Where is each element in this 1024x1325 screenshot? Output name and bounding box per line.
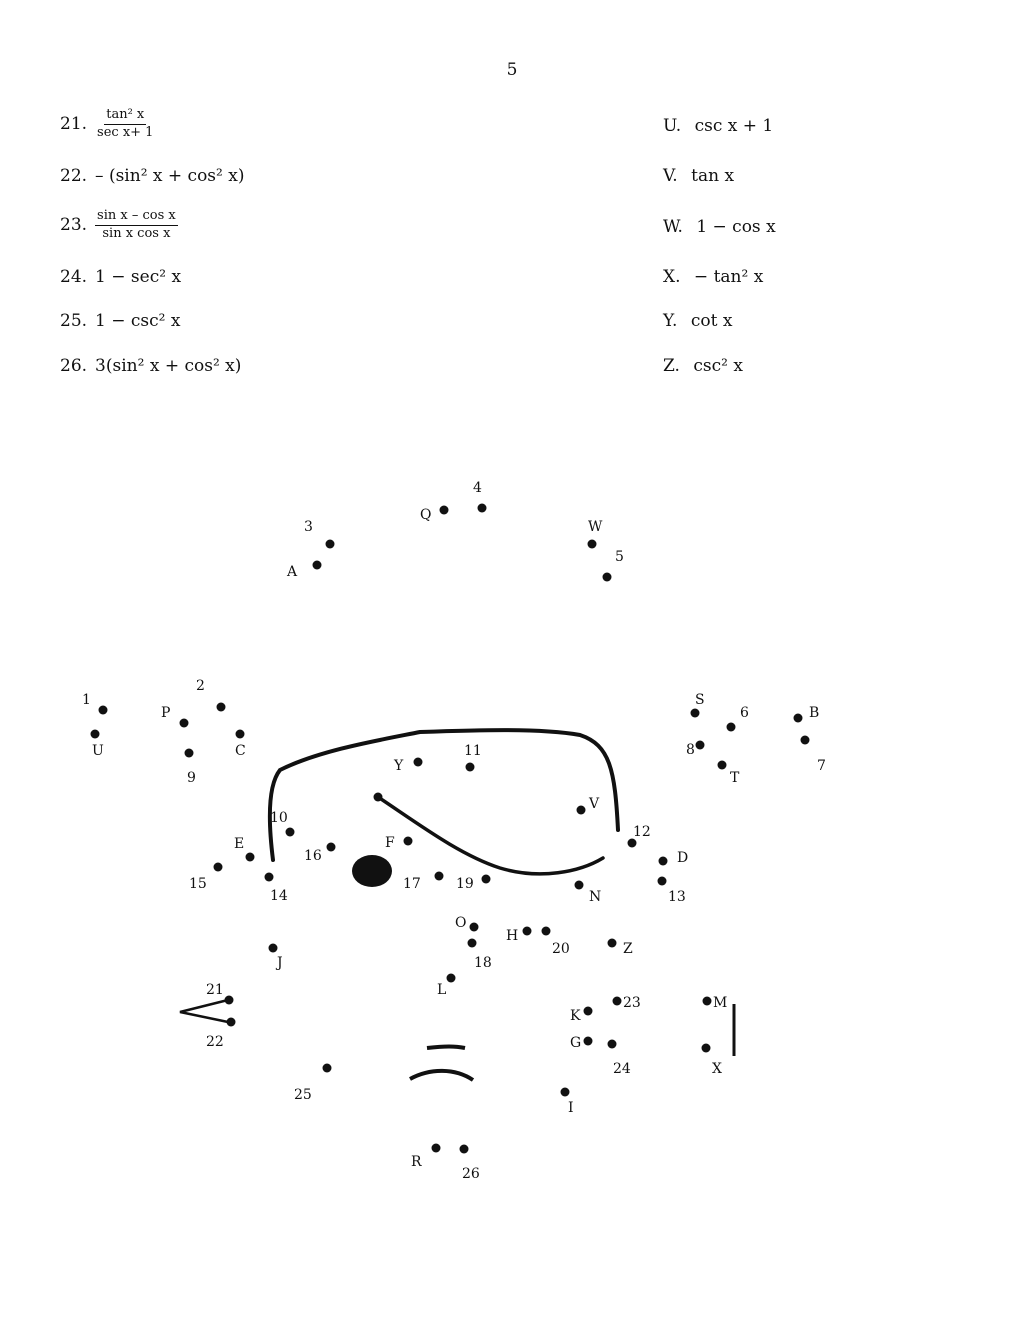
dot	[91, 730, 100, 739]
dot-label: 26	[462, 1166, 480, 1182]
answer-expression: csc x + 1	[694, 116, 774, 136]
answer-z	[663, 356, 743, 376]
dot-label: 11	[464, 743, 482, 759]
dot-label: F	[385, 835, 395, 851]
dot	[478, 504, 487, 513]
dot	[794, 714, 803, 723]
dot-to-dot-puzzle	[0, 440, 1024, 1220]
dot-label: 16	[304, 848, 322, 864]
denominator: sec x+ 1	[97, 124, 154, 140]
dot-label: S	[695, 692, 705, 708]
drawn-mouth-bottom	[410, 1071, 473, 1080]
page-number: 5	[506, 60, 518, 80]
dot	[696, 741, 705, 750]
dot	[217, 703, 226, 712]
dot-label: B	[809, 705, 820, 721]
dot-label: O	[455, 915, 467, 931]
dot	[542, 927, 551, 936]
dot-label: 9	[187, 770, 196, 786]
dot	[265, 873, 274, 882]
answer-expression: 1 − cos x	[696, 217, 776, 237]
dot-label: Q	[420, 507, 432, 523]
problem-23	[60, 209, 178, 242]
dot-label: 3	[304, 519, 313, 535]
dot	[608, 1040, 617, 1049]
dot	[440, 506, 449, 515]
problem-number: 21.	[60, 114, 88, 135]
dot-label: Z	[623, 941, 633, 957]
numerator: tan² x	[104, 108, 146, 125]
dot	[577, 806, 586, 815]
dot-label: 1	[82, 692, 91, 708]
dot-label: G	[570, 1035, 582, 1051]
dot-label: T	[730, 770, 740, 786]
drawn-beak	[180, 1000, 228, 1022]
dot	[286, 828, 295, 837]
dot	[801, 736, 810, 745]
dot	[227, 1018, 236, 1027]
dot-label: 8	[686, 742, 695, 758]
problem-26	[60, 356, 241, 376]
dot	[561, 1088, 570, 1097]
dot	[414, 758, 423, 767]
dot	[603, 573, 612, 582]
problem-number: 25.	[60, 311, 88, 331]
dot	[691, 709, 700, 718]
dot-label: D	[677, 850, 689, 866]
dot-label: 20	[552, 941, 570, 957]
problem-25	[60, 311, 181, 331]
dot	[185, 749, 194, 758]
problem-number: 23.	[60, 215, 88, 236]
dot-label: 6	[740, 705, 749, 721]
dot	[727, 723, 736, 732]
dot	[523, 927, 532, 936]
dot-label: E	[234, 836, 245, 852]
fraction	[95, 108, 155, 141]
dot	[99, 706, 108, 715]
dot-label: L	[437, 982, 447, 998]
dot	[718, 761, 727, 770]
dot-label: 15	[189, 876, 207, 892]
dot-label: 14	[270, 888, 288, 904]
dot	[214, 863, 223, 872]
answer-y	[663, 311, 732, 331]
dots	[91, 504, 810, 1154]
problem-expression: – (sin² x + cos² x)	[95, 166, 245, 186]
dot-label: 21	[206, 982, 224, 998]
dot-label: 19	[456, 876, 474, 892]
drawn-mouth-top	[427, 1047, 465, 1049]
dot-label: 10	[270, 810, 288, 826]
dot-label: J	[277, 955, 283, 971]
dot	[432, 1144, 441, 1153]
dot	[482, 875, 491, 884]
dot	[374, 793, 383, 802]
dot-label: 5	[615, 549, 624, 565]
dot-label: 22	[206, 1034, 224, 1050]
dot-label: W	[588, 519, 603, 535]
denominator: sin x cos x	[102, 225, 171, 241]
dot	[269, 944, 278, 953]
dot	[435, 872, 444, 881]
dot	[236, 730, 245, 739]
dot	[225, 996, 234, 1005]
drawn-curve	[378, 797, 603, 874]
dot-label: H	[506, 928, 519, 944]
dot-label: V	[589, 796, 600, 812]
dot-label: 13	[668, 889, 686, 905]
answer-expression: cot x	[690, 311, 733, 331]
problem-expression: 3(sin² x + cos² x)	[95, 356, 242, 376]
answer-letter: W.	[663, 217, 683, 237]
dot	[327, 843, 336, 852]
dot-label: R	[411, 1154, 422, 1170]
dot-label: 18	[474, 955, 492, 971]
answer-x	[663, 267, 763, 287]
dot-label: X	[712, 1061, 722, 1077]
dot	[659, 857, 668, 866]
dot-label: A	[287, 564, 298, 580]
dot	[447, 974, 456, 983]
filled-oval	[352, 855, 392, 887]
dot-label: C	[235, 743, 246, 759]
answer-letter: Y.	[663, 311, 678, 331]
answer-letter: Z.	[663, 356, 680, 376]
dot-label: 17	[403, 876, 421, 892]
dot	[613, 997, 622, 1006]
dot-label: 4	[473, 480, 482, 496]
fraction	[95, 209, 178, 242]
dot-label: 23	[623, 995, 641, 1011]
problem-22	[60, 166, 244, 186]
answer-expression: tan x	[691, 166, 735, 186]
dot	[326, 540, 335, 549]
dot	[180, 719, 189, 728]
problem-24	[60, 267, 181, 287]
dot	[323, 1064, 332, 1073]
dot-label: U	[92, 743, 104, 759]
dot	[584, 1007, 593, 1016]
dot	[658, 877, 667, 886]
dot-label: Y	[394, 758, 404, 774]
problem-number: 24.	[60, 267, 88, 287]
dot	[608, 939, 617, 948]
numerator: sin x – cos x	[95, 209, 178, 226]
problem-expression: 1 − csc² x	[95, 311, 181, 331]
dot	[313, 561, 322, 570]
dot	[703, 997, 712, 1006]
dot	[575, 881, 584, 890]
dot	[466, 763, 475, 772]
dot	[468, 939, 477, 948]
answer-letter: X.	[663, 267, 681, 287]
dot-label: 24	[613, 1061, 631, 1077]
dot-label: 12	[633, 824, 651, 840]
answer-u	[663, 116, 773, 136]
answer-expression: csc² x	[693, 356, 743, 376]
problem-number: 26.	[60, 356, 88, 376]
dot-label: P	[161, 705, 171, 721]
dot-label: M	[713, 995, 728, 1011]
problem-number: 22.	[60, 166, 88, 186]
dot-label: N	[589, 889, 602, 905]
problem-21	[60, 108, 155, 141]
dot	[470, 923, 479, 932]
dot	[460, 1145, 469, 1154]
dot	[404, 837, 413, 846]
dot-label: K	[570, 1008, 581, 1024]
answer-w	[663, 217, 776, 237]
answer-v	[663, 166, 734, 186]
dot	[246, 853, 255, 862]
dot-label: 25	[294, 1087, 312, 1103]
answer-expression: − tan² x	[693, 267, 764, 287]
dot-label: 2	[196, 678, 205, 694]
dot	[588, 540, 597, 549]
dot-label: I	[568, 1100, 574, 1116]
dot	[702, 1044, 711, 1053]
dot	[584, 1037, 593, 1046]
answer-letter: U.	[663, 116, 682, 136]
answer-letter: V.	[663, 166, 678, 186]
dot-label: 7	[817, 758, 826, 774]
problem-expression: 1 − sec² x	[95, 267, 182, 287]
